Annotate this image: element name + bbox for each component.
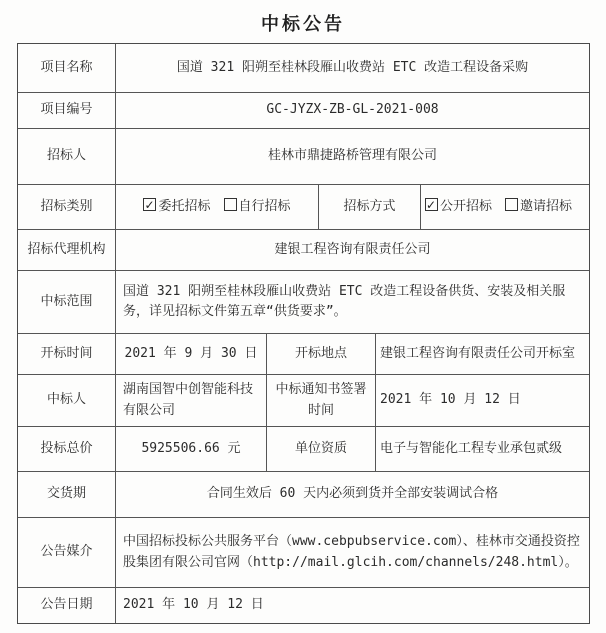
checkbox-icon [143,198,156,211]
entrusted-tender-option-label: 委托招标 [158,198,211,214]
self-tender-option-label: 自行招标 [238,198,291,214]
project-name-value: 国道 321 阳朔至桂林段雁山收费站 ETC 改造工程设备采购 [176,59,529,75]
table-row-tender-category [18,185,589,230]
bid-opening-place-value: 建银工程咨询有限责任公司开标室 [380,345,576,361]
award-scope-value: 国道 321 阳朔至桂林段雁山收费站 ETC 改造工程设备供货、安装及相关服务，详见招标文件第五章“供货要求”。 [123,283,566,319]
award-scope-label: 中标范围 [18,271,116,333]
table-row-project-name [18,44,589,93]
checkbox-icon [425,198,438,211]
qualification-value: 电子与智能化工程专业承包贰级 [380,440,563,456]
winning-bidder-value: 湖南国智中创智能科技有限公司 [116,375,267,426]
entrusted-tender-option [143,197,210,217]
table-row-tenderer [18,129,589,185]
announcement-date-value: 2021 年 10 月 12 日 [123,597,264,613]
tenderer-label: 招标人 [18,129,116,184]
announcement-media-label: 公告媒介 [18,518,116,587]
tender-method-options [421,185,576,229]
tender-method-label: 招标方式 [319,185,421,229]
self-tender-option [224,197,291,217]
project-number-label: 项目编号 [18,93,116,128]
bid-opening-place-label: 开标地点 [267,334,376,374]
announcement-table [17,43,590,624]
announcement-date-label: 公告日期 [18,588,116,623]
table-row-bid-price [18,427,589,472]
table-row-bid-opening [18,334,589,375]
notice-sign-time-value: 2021 年 10 月 12 日 [380,392,521,408]
table-row-announcement-media [18,518,589,588]
project-name-label: 项目名称 [18,44,116,92]
bid-opening-time-value: 2021 年 9 月 30 日 [116,334,267,374]
tender-agency-label: 招标代理机构 [18,230,116,270]
bid-price-label: 投标总价 [18,427,116,471]
notice-sign-time-label: 中标通知书签署时间 [267,375,376,426]
tender-category-label: 招标类别 [18,185,116,229]
table-row-delivery-period [18,472,589,518]
project-number-value: GC-JYZX-ZB-GL-2021-008 [266,102,439,118]
table-row-award-scope [18,271,589,334]
qualification-label: 单位资质 [267,427,376,471]
table-row-tender-agency [18,230,589,271]
table-row-announcement-date [18,588,589,623]
delivery-period-label: 交货期 [18,472,116,517]
checkbox-icon [224,198,237,211]
page-title: 中标公告 [261,14,345,35]
tender-agency-value: 建银工程咨询有限责任公司 [274,241,431,257]
bid-price-value: 5925506.66 元 [116,427,267,471]
open-tender-option [425,197,492,217]
tender-category-options [116,185,319,229]
table-row-project-number [18,93,589,129]
announcement-media-value: 中国招标投标公共服务平台（www.cebpubservice.com）、桂林市交通投资控股集团有限公司官网（http://mail.glcih.com/channels/248.html）。 [123,534,580,570]
tenderer-value: 桂林市鼎捷路桥管理有限公司 [267,148,437,164]
table-row-winning-bidder [18,375,589,427]
winning-bidder-label: 中标人 [18,375,116,426]
open-tender-option-label: 公开招标 [440,198,493,214]
invited-tender-option-label: 邀请招标 [520,198,573,214]
invited-tender-option [505,197,572,217]
checkbox-icon [505,198,518,211]
bid-opening-time-label: 开标时间 [18,334,116,374]
delivery-period-value: 合同生效后 60 天内必须到货并全部安装调试合格 [206,486,499,502]
